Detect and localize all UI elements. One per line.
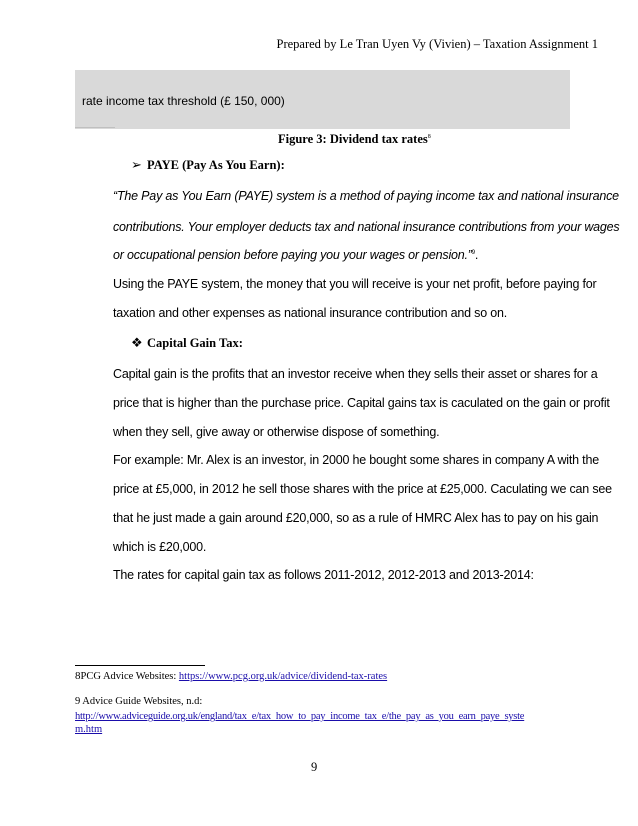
- paye-body-line: Using the PAYE system, the money that you will receive is your net profit, before paying for: [113, 277, 597, 291]
- footnote-9-link-continued[interactable]: m.htm: [75, 724, 103, 735]
- arrow-bullet-icon: ➢: [131, 157, 142, 172]
- paye-quote-end: .: [474, 248, 479, 262]
- page-header: Prepared by Le Tran Uyen Vy (Vivien) – Taxation Assignment 1: [276, 37, 598, 51]
- paye-quote-footnote-ref: 9: [471, 249, 475, 256]
- footnote-8-link[interactable]: https://www.pcg.org.uk/advice/dividend-tax-rates: [178, 671, 388, 682]
- figure-caption: [278, 132, 431, 147]
- footnote-9-text: Advice Guide Websites, n.d:: [80, 696, 203, 707]
- footnote-separator: [75, 665, 205, 666]
- capital-gain-line: Capital gain is the profits that an investor receive when they sells their asset or shares for a: [113, 367, 598, 381]
- paye-quote-last-line: [113, 248, 478, 262]
- paye-heading: [131, 157, 285, 173]
- capital-gain-line: which is £20,000.: [113, 540, 207, 554]
- figure-caption-footnote-ref: 8: [427, 133, 431, 140]
- capital-gain-heading-text: Capital Gain Tax:: [147, 336, 243, 350]
- capital-gain-line: The rates for capital gain tax as follows 2011-2012, 2012-2013 and 2013-2014:: [113, 568, 534, 582]
- capital-gain-line: price at £5,000, in 2012 he sell those shares with the price at £25,000. Caculating we can see: [113, 482, 612, 496]
- capital-gain-line: price that is higher than the purchase price. Capital gains tax is caculated on the gain or profit: [113, 396, 610, 410]
- paye-quote-line: or occupational pension before paying you your wages or pension.”: [113, 248, 472, 262]
- paye-quote-line: contributions. Your employer deducts tax and national insurance contributions from your wages: [113, 220, 620, 234]
- capital-gain-line: that he just made a gain around £20,000, so as a rule of HMRC Alex has to pay on his gain: [113, 511, 599, 525]
- footnote-8: [75, 670, 387, 682]
- footnote-8-number: 8: [75, 670, 81, 682]
- footnote-9-number: 9: [75, 696, 81, 707]
- footnote-8-text: PCG Advice Websites:: [80, 671, 179, 682]
- capital-gain-heading: [131, 335, 243, 351]
- footnote-9-link[interactable]: http://www.adviceguide.org.uk/england/tax_e/tax_how_to_pay_income_tax_e/the_pay_as_you_earn_paye_syste: [75, 711, 525, 722]
- footnote-9: [75, 696, 202, 707]
- paye-heading-text: PAYE (Pay As You Earn):: [147, 158, 285, 172]
- figure-caption-text: Figure 3: Dividend tax rates: [278, 132, 428, 146]
- diamond-bullet-icon: ❖: [131, 335, 143, 350]
- footnote-9-link-line: [75, 711, 524, 722]
- capital-gain-line: when they sell, give away or otherwise dispose of something.: [113, 425, 440, 439]
- table-fragment-text: rate income tax threshold (£ 150, 000): [82, 94, 285, 108]
- footnote-9-link-line: [75, 724, 102, 735]
- capital-gain-line: For example: Mr. Alex is an investor, in 2000 he bought some shares in company A with the: [113, 453, 599, 467]
- page-number: 9: [311, 760, 318, 774]
- paye-quote-line: “The Pay as You Earn (PAYE) system is a method of paying income tax and national insurance: [113, 189, 619, 203]
- table-divider: [75, 127, 115, 128]
- paye-body-line: taxation and other expenses as national insurance contribution and so on.: [113, 306, 508, 320]
